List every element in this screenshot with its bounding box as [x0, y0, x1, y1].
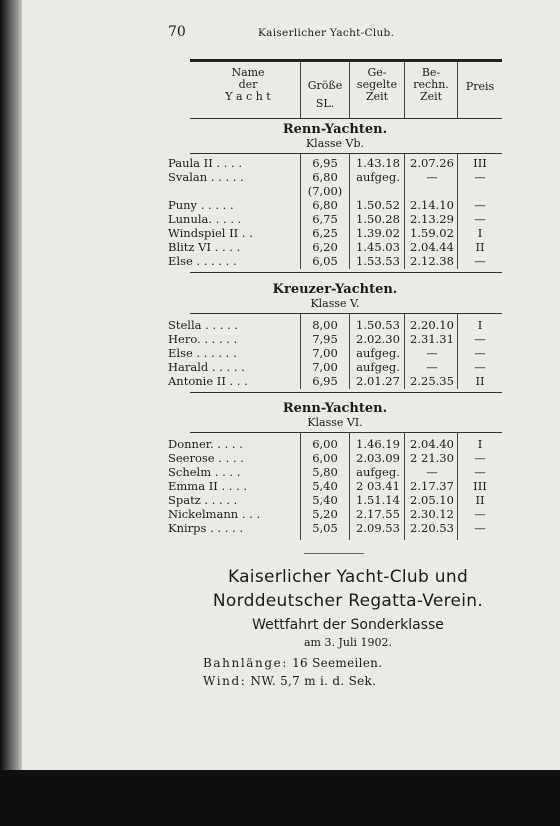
- calculated-time: 2.25.35: [410, 374, 454, 388]
- prize: III: [473, 156, 487, 170]
- yacht-size: 7,00: [312, 360, 338, 374]
- sailed-time: 1.39.02: [356, 226, 400, 240]
- yacht-size: 6,05: [312, 254, 338, 268]
- header-calc-line: rechn.: [413, 78, 449, 91]
- prize: —: [474, 254, 486, 268]
- section-class: Klasse VI.: [307, 416, 363, 429]
- yacht-size: 5,40: [312, 479, 338, 493]
- header-calc-line: Be-: [421, 66, 441, 79]
- header-prize: Preis: [465, 80, 495, 93]
- header-size-unit: SL.: [315, 97, 335, 110]
- calculated-time: —: [426, 465, 438, 479]
- prize: II: [475, 240, 485, 254]
- section-class: Klasse Vb.: [305, 137, 365, 150]
- yacht-size: 5,05: [312, 521, 338, 535]
- prize: I: [477, 318, 483, 332]
- yacht-name: Nickelmann . . .: [168, 507, 261, 521]
- running-title: Kaiserlicher Yacht-Club.: [258, 27, 395, 39]
- calculated-time: 2.07.26: [410, 156, 454, 170]
- calculated-time: 2.20.53: [410, 521, 454, 535]
- header-name: [200, 67, 296, 103]
- yacht-name: Schelm . . . .: [168, 465, 241, 479]
- sailed-time: 1.43.18: [356, 156, 400, 170]
- sailed-time: 2.02.30: [356, 332, 400, 346]
- sailed-time: aufgeg.: [356, 360, 400, 374]
- yacht-size: 6,20: [312, 240, 338, 254]
- club-heading-line1: Kaiserlicher Yacht-Club und: [227, 567, 469, 587]
- sailed-time: 2.09.53: [356, 521, 400, 535]
- header-sailed: [350, 67, 404, 103]
- divider-rule: [304, 553, 364, 554]
- course-length-label: Bahnlänge:: [203, 656, 288, 670]
- book-binding-shadow: [0, 0, 22, 770]
- table-top-rule: [190, 59, 502, 62]
- section-rule: [190, 272, 502, 273]
- wind-info: [203, 674, 376, 688]
- header-name-line: der: [238, 78, 258, 91]
- prize: —: [474, 507, 486, 521]
- wind-value: NW. 5,7 m i. d. Sek.: [250, 674, 377, 688]
- prize: III: [473, 479, 487, 493]
- race-title: Wettfahrt der Sonderklasse: [252, 617, 444, 633]
- prize: II: [475, 374, 485, 388]
- section-rule: [190, 392, 502, 393]
- prize: —: [474, 198, 486, 212]
- yacht-name: Paula II . . . .: [168, 156, 243, 170]
- wind-label: Wind:: [203, 674, 247, 688]
- calculated-time: 2.13.29: [410, 212, 454, 226]
- race-date: am 3. Juli 1902.: [304, 636, 392, 649]
- sailed-time: aufgeg.: [356, 465, 400, 479]
- calculated-time: 2.12.38: [410, 254, 454, 268]
- section-rule: [190, 432, 502, 433]
- header-name-line: Y a c h t: [225, 90, 271, 103]
- column-divider: [300, 432, 301, 540]
- club-heading-line2: Norddeutscher Regatta-Verein.: [212, 591, 484, 611]
- prize: II: [475, 493, 485, 507]
- sailed-time: 1.50.53: [356, 318, 400, 332]
- calculated-time: —: [426, 346, 438, 360]
- yacht-name: Knirps . . . . .: [168, 521, 243, 535]
- sailed-time: aufgeg.: [356, 170, 400, 184]
- sailed-time: 1.45.03: [356, 240, 400, 254]
- yacht-size: 6,25: [312, 226, 338, 240]
- yacht-name: Spatz . . . . .: [168, 493, 238, 507]
- section-title: Renn-Yachten.: [282, 401, 388, 416]
- sailed-time: 1.51.14: [356, 493, 400, 507]
- calculated-time: 2.20.10: [410, 318, 454, 332]
- header-calc: [405, 67, 457, 103]
- yacht-name: Stella . . . . .: [168, 318, 239, 332]
- yacht-name: Puny . . . . .: [168, 198, 234, 212]
- calculated-time: 2.30.12: [410, 507, 454, 521]
- yacht-name: Else . . . . . .: [168, 346, 237, 360]
- yacht-name: Emma II . . . .: [168, 479, 248, 493]
- calculated-time: 2.04.44: [410, 240, 454, 254]
- yacht-size: 8,00: [312, 318, 338, 332]
- yacht-name: Lunula. . . . .: [168, 212, 242, 226]
- yacht-size: 6,95: [312, 374, 338, 388]
- column-divider: [300, 153, 301, 269]
- prize: —: [474, 360, 486, 374]
- yacht-name: Seerose . . . .: [168, 451, 244, 465]
- sailed-time: 2 03.41: [356, 479, 400, 493]
- header-size: [301, 80, 349, 110]
- prize: —: [474, 521, 486, 535]
- prize: I: [477, 437, 483, 451]
- yacht-size: 7,95: [312, 332, 338, 346]
- yacht-size: 6,80: [312, 170, 338, 184]
- table-header-rule: [190, 118, 502, 119]
- yacht-size: 6,00: [312, 451, 338, 465]
- prize: —: [474, 465, 486, 479]
- header-size-line: Größe: [307, 79, 343, 92]
- calculated-time: 2.05.10: [410, 493, 454, 507]
- prize: —: [474, 451, 486, 465]
- prize: —: [474, 170, 486, 184]
- yacht-name: Hero. . . . . .: [168, 332, 238, 346]
- scan-bottom-edge: [0, 770, 560, 826]
- yacht-name: Svalan . . . . .: [168, 170, 244, 184]
- yacht-name: Windspiel II . .: [168, 226, 253, 240]
- column-divider: [300, 313, 301, 389]
- calculated-time: 2.04.40: [410, 437, 454, 451]
- sailed-time: 1.50.28: [356, 212, 400, 226]
- yacht-name: Else . . . . . .: [168, 254, 237, 268]
- calculated-time: —: [426, 170, 438, 184]
- sailed-time: 2.17.55: [356, 507, 400, 521]
- yacht-name: Harald . . . . .: [168, 360, 245, 374]
- section-title: Renn-Yachten.: [282, 122, 388, 137]
- section-class: Klasse V.: [310, 297, 360, 310]
- prize: —: [474, 212, 486, 226]
- header-calc-line: Zeit: [419, 90, 443, 103]
- calculated-time: 2 21.30: [410, 451, 454, 465]
- page-number: 70: [168, 24, 186, 40]
- sailed-time: 2.01.27: [356, 374, 400, 388]
- calculated-time: 2.31.31: [410, 332, 454, 346]
- section-rule: [190, 153, 502, 154]
- header-sailed-line: Zeit: [365, 90, 389, 103]
- section-rule: [190, 313, 502, 314]
- sailed-time: aufgeg.: [356, 346, 400, 360]
- yacht-size: 6,95: [312, 156, 338, 170]
- yacht-size: 6,75: [312, 212, 338, 226]
- yacht-name: Blitz VI . . . .: [168, 240, 241, 254]
- sailed-time: 2.03.09: [356, 451, 400, 465]
- yacht-size: (7,00): [307, 184, 343, 198]
- yacht-size: 7,00: [312, 346, 338, 360]
- sailed-time: 1.53.53: [356, 254, 400, 268]
- calculated-time: —: [426, 360, 438, 374]
- header-sailed-line: segelte: [356, 78, 398, 91]
- yacht-name: Donner. . . . .: [168, 437, 243, 451]
- sailed-time: 1.46.19: [356, 437, 400, 451]
- calculated-time: 1.59.02: [410, 226, 454, 240]
- course-length-value: 16 Seemeilen.: [292, 656, 383, 670]
- yacht-name: Antonie II . . .: [168, 374, 248, 388]
- header-sailed-line: Ge-: [367, 66, 387, 79]
- course-length: [203, 656, 382, 670]
- prize: —: [474, 332, 486, 346]
- prize: I: [477, 226, 483, 240]
- yacht-size: 6,00: [312, 437, 338, 451]
- yacht-size: 5,80: [312, 465, 338, 479]
- yacht-size: 6,80: [312, 198, 338, 212]
- calculated-time: 2.14.10: [410, 198, 454, 212]
- yacht-size: 5,40: [312, 493, 338, 507]
- sailed-time: 1.50.52: [356, 198, 400, 212]
- prize: —: [474, 346, 486, 360]
- calculated-time: 2.17.37: [410, 479, 454, 493]
- yacht-size: 5,20: [312, 507, 338, 521]
- section-title: Kreuzer-Yachten.: [272, 282, 398, 297]
- header-name-line: Name: [231, 66, 265, 79]
